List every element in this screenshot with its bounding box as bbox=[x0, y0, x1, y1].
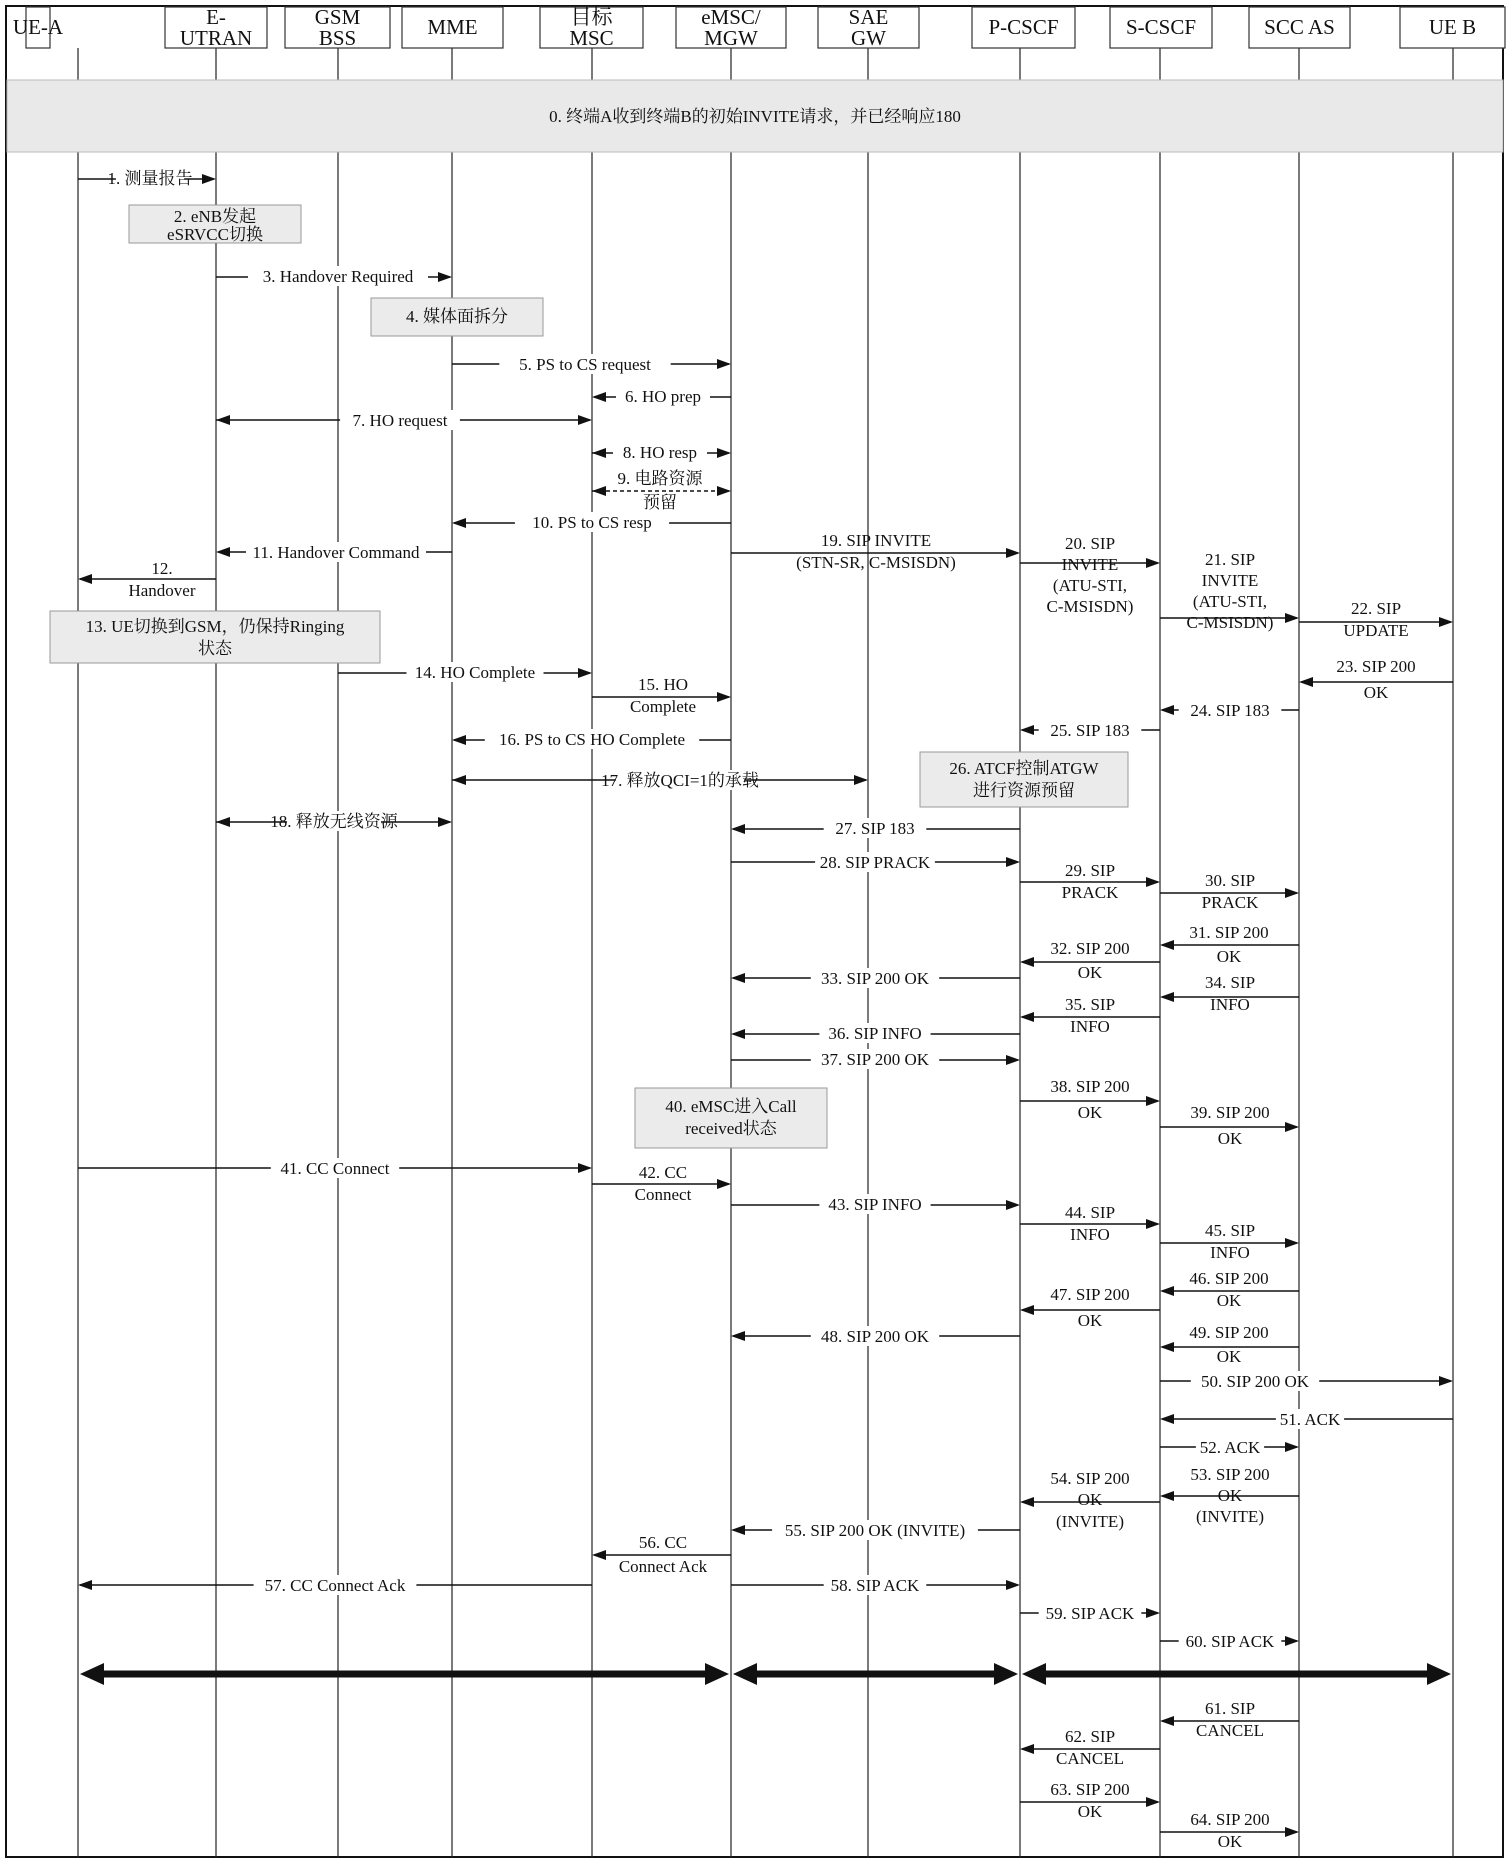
message-label-54: 54. SIP 200 bbox=[1050, 1469, 1130, 1488]
arrowhead-55 bbox=[731, 1525, 745, 1535]
message-label-34: INFO bbox=[1210, 995, 1250, 1014]
message-label-35: 35. SIP bbox=[1064, 995, 1116, 1014]
message-label-49: 49. SIP 200 bbox=[1189, 1323, 1269, 1342]
arrowhead-27 bbox=[731, 824, 745, 834]
message-label-29: PRACK bbox=[1061, 883, 1119, 902]
arrowhead-19 bbox=[1006, 548, 1020, 558]
message-label-19: 19. SIP INVITE bbox=[820, 531, 932, 550]
arrowhead-51 bbox=[1160, 1414, 1174, 1424]
entity-label-pcscf: P-CSCF bbox=[988, 15, 1059, 39]
message-label-42: 42. CC bbox=[638, 1163, 688, 1182]
banner-text: 0. 终端A收到终端B的初始INVITE请求，并已经响应180 bbox=[549, 107, 961, 126]
message-label-45: INFO bbox=[1210, 1243, 1250, 1262]
message-label-62: 62. SIP bbox=[1064, 1727, 1116, 1746]
arrowhead-37 bbox=[1006, 1055, 1020, 1065]
message-label-52: 52. ACK bbox=[1199, 1438, 1261, 1457]
message-label-35: INFO bbox=[1070, 1017, 1110, 1036]
message-label-17: 17. 释放QCI=1的承载 bbox=[601, 771, 759, 790]
message-label-22: UPDATE bbox=[1343, 621, 1409, 640]
note-text-n40: 40. eMSC进入Call bbox=[665, 1097, 797, 1116]
message-label-45: 45. SIP bbox=[1204, 1221, 1256, 1240]
message-label-8: 8. HO resp bbox=[622, 443, 698, 462]
arrowhead-7 bbox=[578, 415, 592, 425]
arrowhead-39 bbox=[1285, 1122, 1299, 1132]
message-label-21: C-MSISDN) bbox=[1186, 613, 1274, 632]
message-label-25: 25. SIP 183 bbox=[1050, 721, 1130, 740]
message-label-32: OK bbox=[1077, 963, 1103, 982]
arrowhead-20 bbox=[1146, 558, 1160, 568]
media-arrowhead-left bbox=[80, 1663, 104, 1685]
note-text-n40: received状态 bbox=[685, 1119, 777, 1138]
message-label-41: 41. CC Connect bbox=[280, 1159, 390, 1178]
message-label-55: 55. SIP 200 OK (INVITE) bbox=[784, 1521, 966, 1540]
note-text-n2: 2. eNB发起 bbox=[173, 207, 257, 226]
message-label-12: Handover bbox=[128, 581, 196, 600]
message-label-42: Connect bbox=[634, 1185, 692, 1204]
message-label-21: (ATU-STI, bbox=[1192, 592, 1268, 611]
arrowhead-47 bbox=[1020, 1305, 1034, 1315]
message-label-9: 预留 bbox=[643, 493, 677, 512]
arrowhead-23 bbox=[1299, 677, 1313, 687]
message-label-39: 39. SIP 200 bbox=[1190, 1103, 1270, 1122]
message-label-27: 27. SIP 183 bbox=[835, 819, 915, 838]
entity-label-tmsc: MSC bbox=[569, 26, 614, 50]
message-label-21: 21. SIP bbox=[1204, 550, 1256, 569]
message-label-43: 43. SIP INFO bbox=[828, 1195, 922, 1214]
message-label-5: 5. PS to CS request bbox=[519, 355, 651, 374]
message-label-19: (STN-SR, C-MSISDN) bbox=[796, 553, 956, 572]
media-arrowhead-right bbox=[1427, 1663, 1451, 1685]
entity-label-sae: SAE bbox=[848, 5, 889, 29]
arrowhead-18 bbox=[438, 817, 452, 827]
arrowhead-5 bbox=[717, 359, 731, 369]
arrowhead-35 bbox=[1020, 1012, 1034, 1022]
message-label-58: 58. SIP ACK bbox=[830, 1576, 920, 1595]
arrowhead-54 bbox=[1020, 1497, 1034, 1507]
message-label-44: INFO bbox=[1070, 1225, 1110, 1244]
entity-label-emsc: eMSC/ bbox=[701, 5, 761, 29]
arrowhead-9 bbox=[592, 486, 606, 496]
arrowhead-38 bbox=[1146, 1096, 1160, 1106]
message-label-47: 47. SIP 200 bbox=[1050, 1285, 1130, 1304]
note-text-n26: 26. ATCF控制ATGW bbox=[949, 759, 1099, 778]
arrowhead-61 bbox=[1160, 1716, 1174, 1726]
message-label-20: INVITE bbox=[1061, 555, 1119, 574]
message-label-57: 57. CC Connect Ack bbox=[264, 1576, 406, 1595]
message-label-3: 3. Handover Required bbox=[262, 267, 414, 286]
entity-label-eutran: UTRAN bbox=[179, 26, 253, 50]
message-label-11: 11. Handover Command bbox=[252, 543, 420, 562]
arrowhead-44 bbox=[1146, 1219, 1160, 1229]
message-label-30: PRACK bbox=[1201, 893, 1259, 912]
arrowhead-33 bbox=[731, 973, 745, 983]
arrowhead-58 bbox=[1006, 1580, 1020, 1590]
message-label-56: 56. CC bbox=[638, 1533, 688, 1552]
arrowhead-12 bbox=[78, 574, 92, 584]
message-label-31: 31. SIP 200 bbox=[1189, 923, 1269, 942]
message-label-47: OK bbox=[1077, 1311, 1103, 1330]
message-label-53: (INVITE) bbox=[1196, 1507, 1264, 1526]
message-label-54: OK bbox=[1077, 1490, 1103, 1509]
message-label-24: 24. SIP 183 bbox=[1190, 701, 1270, 720]
arrowhead-45 bbox=[1285, 1238, 1299, 1248]
message-label-60: 60. SIP ACK bbox=[1185, 1632, 1275, 1651]
entity-label-eutran: E- bbox=[206, 5, 226, 29]
note-text-n26: 进行资源预留 bbox=[973, 781, 1075, 800]
arrowhead-11 bbox=[216, 547, 230, 557]
arrowhead-64 bbox=[1285, 1827, 1299, 1837]
entity-label-mme: MME bbox=[427, 15, 478, 39]
arrowhead-32 bbox=[1020, 957, 1034, 967]
message-label-49: OK bbox=[1216, 1347, 1242, 1366]
message-label-23: OK bbox=[1363, 683, 1389, 702]
message-label-46: OK bbox=[1216, 1291, 1242, 1310]
arrowhead-42 bbox=[717, 1179, 731, 1189]
message-label-30: 30. SIP bbox=[1204, 871, 1256, 890]
message-label-21: INVITE bbox=[1201, 571, 1259, 590]
message-label-23: 23. SIP 200 bbox=[1336, 657, 1416, 676]
message-label-36: 36. SIP INFO bbox=[828, 1024, 922, 1043]
message-label-32: 32. SIP 200 bbox=[1050, 939, 1130, 958]
arrowhead-6 bbox=[592, 392, 606, 402]
arrowhead-25 bbox=[1020, 725, 1034, 735]
arrowhead-8 bbox=[592, 448, 606, 458]
entity-label-sccas: SCC AS bbox=[1264, 15, 1335, 39]
message-label-7: 7. HO request bbox=[352, 411, 448, 430]
message-label-28: 28. SIP PRACK bbox=[819, 853, 931, 872]
message-label-51: 51. ACK bbox=[1279, 1410, 1341, 1429]
arrowhead-18 bbox=[216, 817, 230, 827]
arrowhead-57 bbox=[78, 1580, 92, 1590]
message-label-22: 22. SIP bbox=[1350, 599, 1402, 618]
entity-label-gsm: GSM bbox=[314, 5, 361, 29]
message-label-14: 14. HO Complete bbox=[414, 663, 536, 682]
message-label-64: OK bbox=[1217, 1832, 1243, 1851]
arrowhead-31 bbox=[1160, 940, 1174, 950]
message-label-44: 44. SIP bbox=[1064, 1203, 1116, 1222]
message-label-50: 50. SIP 200 OK bbox=[1201, 1372, 1309, 1391]
message-label-59: 59. SIP ACK bbox=[1045, 1604, 1135, 1623]
note-text-n4: 4. 媒体面拆分 bbox=[406, 307, 508, 326]
message-label-53: 53. SIP 200 bbox=[1190, 1465, 1270, 1484]
arrowhead-59 bbox=[1146, 1608, 1160, 1618]
entity-label-ueb: UE B bbox=[1428, 15, 1477, 39]
media-arrowhead-right bbox=[994, 1663, 1018, 1685]
arrowhead-60 bbox=[1285, 1636, 1299, 1646]
message-label-54: (INVITE) bbox=[1056, 1512, 1124, 1531]
arrowhead-34 bbox=[1160, 992, 1174, 1002]
message-label-15: 15. HO bbox=[637, 675, 689, 694]
message-label-16: 16. PS to CS HO Complete bbox=[498, 730, 686, 749]
arrowhead-53 bbox=[1160, 1491, 1174, 1501]
message-label-37: 37. SIP 200 OK bbox=[821, 1050, 929, 1069]
message-label-63: 63. SIP 200 bbox=[1050, 1780, 1130, 1799]
media-arrowhead-left bbox=[1022, 1663, 1046, 1685]
arrowhead-48 bbox=[731, 1331, 745, 1341]
message-label-61: CANCEL bbox=[1196, 1721, 1264, 1740]
message-label-46: 46. SIP 200 bbox=[1189, 1269, 1269, 1288]
arrowhead-50 bbox=[1439, 1376, 1453, 1386]
arrowhead-17 bbox=[854, 775, 868, 785]
message-label-20: (ATU-STI, bbox=[1052, 576, 1128, 595]
entity-label-scscf: S-CSCF bbox=[1125, 15, 1197, 39]
message-label-63: OK bbox=[1077, 1802, 1103, 1821]
arrowhead-17 bbox=[452, 775, 466, 785]
message-label-31: OK bbox=[1216, 947, 1242, 966]
arrowhead-3 bbox=[438, 272, 452, 282]
message-label-6: 6. HO prep bbox=[624, 387, 702, 406]
arrowhead-8 bbox=[717, 448, 731, 458]
message-label-15: Complete bbox=[629, 697, 697, 716]
arrowhead-7 bbox=[216, 415, 230, 425]
arrowhead-9 bbox=[717, 486, 731, 496]
arrowhead-24 bbox=[1160, 705, 1174, 715]
entity-label-gsm: BSS bbox=[318, 26, 357, 50]
arrowhead-22 bbox=[1439, 617, 1453, 627]
message-label-64: 64. SIP 200 bbox=[1190, 1810, 1270, 1829]
arrowhead-62 bbox=[1020, 1744, 1034, 1754]
note-text-n2: eSRVCC切换 bbox=[167, 225, 263, 244]
arrowhead-16 bbox=[452, 735, 466, 745]
note-text-n13: 状态 bbox=[198, 639, 232, 658]
arrowhead-21 bbox=[1285, 613, 1299, 623]
message-label-56: Connect Ack bbox=[618, 1557, 708, 1576]
arrowhead-46 bbox=[1160, 1286, 1174, 1296]
arrowhead-52 bbox=[1285, 1442, 1299, 1452]
message-label-29: 29. SIP bbox=[1064, 861, 1116, 880]
media-arrowhead-left bbox=[733, 1663, 757, 1685]
arrowhead-41 bbox=[578, 1163, 592, 1173]
arrowhead-43 bbox=[1006, 1200, 1020, 1210]
message-label-53: OK bbox=[1217, 1486, 1243, 1505]
message-label-12: 12. bbox=[151, 559, 173, 578]
arrowhead-36 bbox=[731, 1029, 745, 1039]
arrowhead-1 bbox=[202, 174, 216, 184]
arrowhead-15 bbox=[717, 692, 731, 702]
message-label-18: 18. 释放无线资源 bbox=[270, 812, 398, 831]
message-label-20: 20. SIP bbox=[1064, 534, 1116, 553]
message-label-39: OK bbox=[1217, 1129, 1243, 1148]
message-label-1: 1. 测量报告 bbox=[107, 169, 193, 188]
entity-label-sae: GW bbox=[851, 26, 886, 50]
message-label-10: 10. PS to CS resp bbox=[532, 513, 652, 532]
message-label-48: 48. SIP 200 OK bbox=[821, 1327, 929, 1346]
message-label-20: C-MSISDN) bbox=[1046, 597, 1134, 616]
arrowhead-28 bbox=[1006, 857, 1020, 867]
arrowhead-10 bbox=[452, 518, 466, 528]
media-arrowhead-right bbox=[705, 1663, 729, 1685]
message-label-38: 38. SIP 200 bbox=[1050, 1077, 1130, 1096]
arrowhead-49 bbox=[1160, 1342, 1174, 1352]
message-label-9: 9. 电路资源 bbox=[617, 469, 703, 488]
note-text-n13: 13. UE切换到GSM，仍保持Ringing bbox=[85, 617, 345, 636]
entity-label-uea: UE-A bbox=[12, 15, 64, 39]
arrowhead-14 bbox=[578, 668, 592, 678]
entity-label-emsc: MGW bbox=[704, 26, 758, 50]
entity-label-tmsc: 目标 bbox=[570, 5, 613, 29]
message-label-62: CANCEL bbox=[1056, 1749, 1124, 1768]
message-label-61: 61. SIP bbox=[1204, 1699, 1256, 1718]
arrowhead-63 bbox=[1146, 1797, 1160, 1807]
message-label-33: 33. SIP 200 OK bbox=[821, 969, 929, 988]
arrowhead-56 bbox=[592, 1550, 606, 1560]
arrowhead-29 bbox=[1146, 877, 1160, 887]
message-label-34: 34. SIP bbox=[1204, 973, 1256, 992]
arrowhead-30 bbox=[1285, 888, 1299, 898]
message-label-38: OK bbox=[1077, 1103, 1103, 1122]
